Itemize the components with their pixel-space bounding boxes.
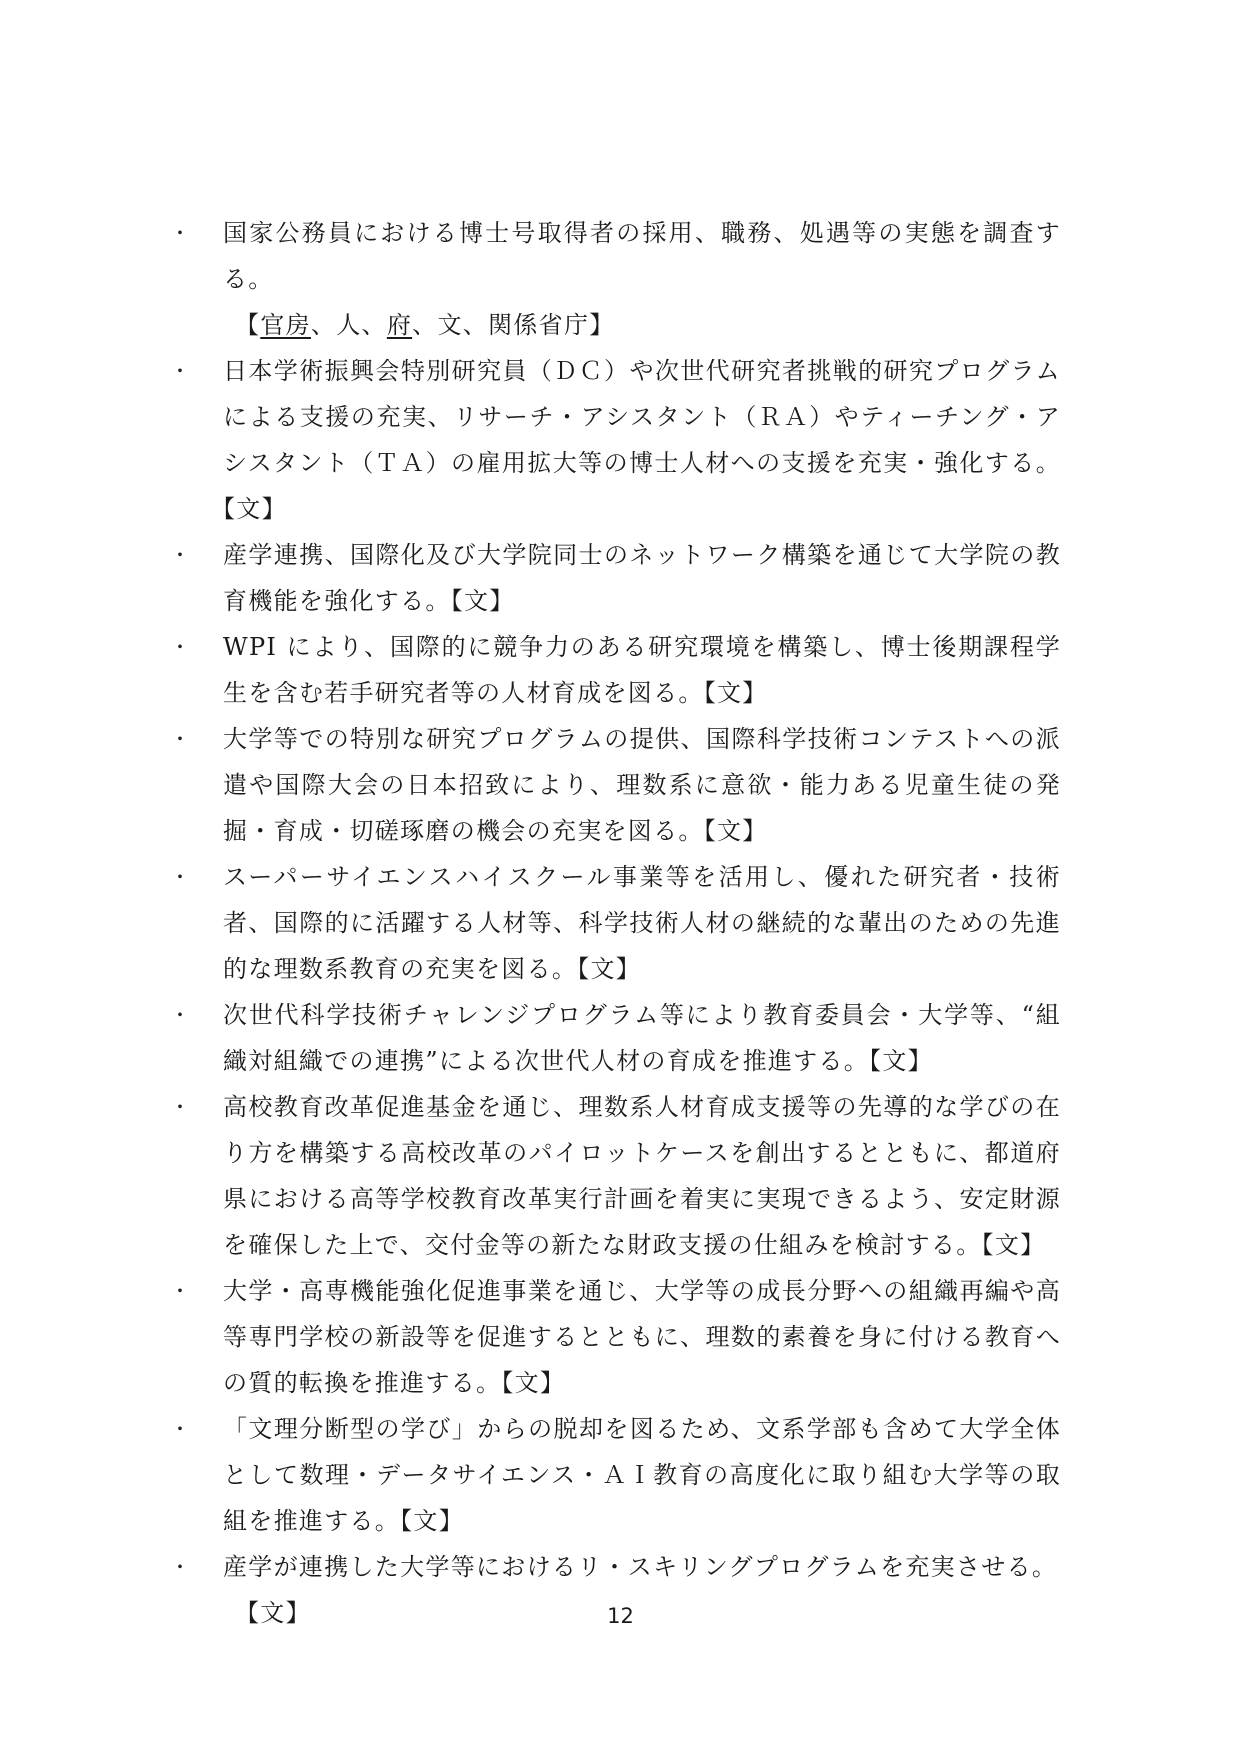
list-item-text [223,716,1061,854]
bullet-marker: ・ [170,1095,190,1119]
list-item [0,1406,1241,1544]
item-body: 次世代科学技術チャレンジプログラム等により教育委員会・大学等、“組織対組織での連携”による次世代人材の育成を推進する。 [223,1001,1061,1075]
list-item-text [223,624,1061,716]
page-number: 12 [607,1604,634,1628]
item-body: 日本学術振興会特別研究員（ＤＣ）や次世代研究者挑戦的研究プログラムによる支援の充実、リサーチ・アシスタント（ＲＡ）やティーチング・アシスタント（ＴＡ）の雇用拡大等の博士人材への支援を充実・強化する。 [223,357,1061,477]
item-body: 国家公務員における博士号取得者の採用、職務、処遇等の実態を調査する。 [223,219,1061,293]
bullet-marker: ・ [170,1279,190,1303]
ministry-tag [235,302,1061,348]
list-item-text [223,1084,1061,1268]
list-item-text [223,854,1061,992]
bullet-marker: ・ [170,543,190,567]
list-item [0,210,1241,348]
ministry-tag: 【文】 [450,587,515,615]
item-body: 大学等での特別な研究プログラムの提供、国際科学技術コンテストへの派遣や国際大会の日本招致により、理数系に意欲・能力ある児童生徒の発掘・育成・切磋琢磨の機会の充実を図る。 [223,725,1061,845]
list-item-text [223,348,1061,532]
list-item [0,532,1241,624]
ministry-tag: 【文】 [703,679,768,707]
bullet-marker: ・ [170,635,190,659]
list-item-text [223,1268,1061,1406]
list-item-text [223,532,1061,624]
ministry-underlined: 府 [386,311,413,339]
ministry-tag: 【文】 [501,1369,566,1397]
ministry-plain: 、文、関係省庁】 [412,311,615,339]
list-item [0,854,1241,992]
ministry-tag: 【文】 [869,1047,933,1075]
item-body: 大学・高専機能強化促進事業を通じ、大学等の成長分野への組織再編や高等専門学校の新設等を促進するとともに、理数的素養を身に付ける教育への質的転換を推進する。 [223,1277,1061,1397]
list-item [0,1268,1241,1406]
ministry-underlined: 官房 [260,311,311,339]
ministry-tag: 【文】 [703,817,768,845]
tag-bracket: 【 [235,311,261,339]
ministry-tag: 【文】 [577,955,642,983]
bullet-marker: ・ [170,727,190,751]
item-body: 産学連携、国際化及び大学院同士のネットワーク構築を通じて大学院の教育機能を強化する。 [223,541,1061,615]
item-body: 産学が連携した大学等におけるリ・スキリングプログラムを充実させる。 [223,1553,1058,1581]
list-item [0,624,1241,716]
bullet-marker: ・ [170,221,190,245]
list-item-text [223,1406,1061,1544]
ministry-plain: 、人、 [310,311,387,339]
ministry-tag: 【文】 [400,1507,465,1535]
item-body: 高校教育改革促進基金を通じ、理数系人材育成支援等の先導的な学びの在り方を構築する高校改革のパイロットケースを創出するとともに、都道府県における高等学校教育改革実行計画を着実に実現できるよう、安定財源を確保した上で、交付金等の新たな財政支援の仕組みを検討する。 [223,1093,1061,1259]
list-item [0,1084,1241,1268]
bullet-marker: ・ [170,1555,190,1579]
document-body [0,210,1241,1636]
bullet-marker: ・ [170,359,190,383]
ministry-tag: 【文】 [235,1599,311,1627]
list-item [0,716,1241,854]
bullet-marker: ・ [170,865,190,889]
item-body: スーパーサイエンスハイスクール事業等を活用し、優れた研究者・技術者、国際的に活躍する人材等、科学技術人材の継続的な輩出のための先進的な理数系教育の充実を図る。 [223,863,1061,983]
item-body: 「文理分断型の学び」からの脱却を図るため、文系学部も含めて大学全体として数理・データサイエンス・ＡＩ教育の高度化に取り組む大学等の取組を推進する。 [223,1415,1061,1535]
list-item-text [223,210,1061,348]
ministry-tag: 【文】 [223,495,287,523]
bullet-marker: ・ [170,1417,190,1441]
list-item [0,348,1241,532]
list-item-text [223,992,1061,1084]
bullet-marker: ・ [170,1003,190,1027]
ministry-tag: 【文】 [981,1231,1046,1259]
list-item [0,992,1241,1084]
item-body: WPI により、国際的に競争力のある研究環境を構築し、博士後期課程学生を含む若手研究者等の人材育成を図る。 [223,633,1061,707]
